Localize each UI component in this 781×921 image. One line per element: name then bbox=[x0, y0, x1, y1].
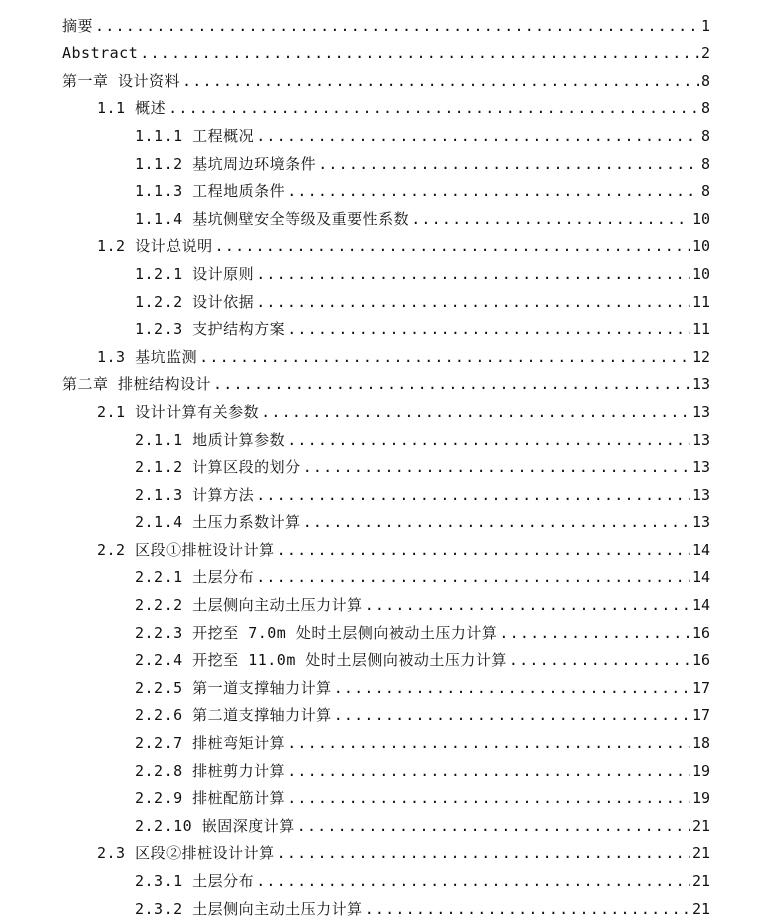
toc-entry-title: 1.1.2 基坑周边环境条件 bbox=[135, 154, 317, 173]
dot-leader bbox=[140, 45, 699, 62]
toc-entry[interactable] bbox=[0, 176, 781, 204]
toc-entry-title: 2.2.7 排桩弯矩计算 bbox=[135, 734, 286, 753]
dot-leader bbox=[182, 73, 699, 90]
toc-entry-title: 2.3 区段②排桩设计计算 bbox=[97, 844, 275, 863]
toc-entry-title: 2.2.9 排桩配筋计算 bbox=[135, 789, 286, 808]
toc-entry[interactable] bbox=[0, 617, 781, 645]
toc-entry-page-number: 8 bbox=[700, 154, 710, 173]
toc-entry-title: 2.2.5 第一道支撑轴力计算 bbox=[135, 678, 332, 697]
dot-leader bbox=[256, 294, 690, 311]
dot-leader bbox=[256, 873, 690, 890]
toc-entry[interactable] bbox=[0, 479, 781, 507]
toc-entry-page-number: 14 bbox=[691, 568, 710, 587]
toc-entry-title: 2.2.4 开挖至 11.0m 处时土层侧向被动土压力计算 bbox=[135, 651, 507, 670]
toc-entry[interactable] bbox=[0, 534, 781, 562]
toc-entry[interactable] bbox=[0, 341, 781, 369]
dot-leader bbox=[277, 542, 690, 559]
toc-entry-page-number: 19 bbox=[691, 789, 710, 808]
toc-entry[interactable] bbox=[0, 231, 781, 259]
toc-entry-page-number: 13 bbox=[691, 485, 710, 504]
toc-entry[interactable] bbox=[0, 727, 781, 755]
dot-leader bbox=[303, 514, 690, 531]
dot-leader bbox=[95, 18, 699, 35]
dot-leader bbox=[256, 266, 690, 283]
toc-entry-title: 1.1.3 工程地质条件 bbox=[135, 182, 286, 201]
dot-leader bbox=[297, 818, 690, 835]
dot-leader bbox=[303, 459, 690, 476]
dot-leader bbox=[334, 680, 690, 697]
dot-leader bbox=[261, 404, 690, 421]
toc-entry-page-number: 16 bbox=[691, 651, 710, 670]
toc-entry[interactable] bbox=[0, 314, 781, 342]
toc-entry[interactable] bbox=[0, 838, 781, 866]
toc-entry-title: 2.2.2 土层侧向主动土压力计算 bbox=[135, 596, 363, 615]
toc-entry[interactable] bbox=[0, 148, 781, 176]
dot-leader bbox=[509, 652, 690, 669]
toc-entry-page-number: 11 bbox=[691, 320, 710, 339]
toc-entry-page-number: 18 bbox=[691, 734, 710, 753]
toc-entry-page-number: 14 bbox=[691, 540, 710, 559]
toc-entry[interactable] bbox=[0, 65, 781, 93]
toc-entry[interactable] bbox=[0, 645, 781, 673]
toc-entry-title: 1.1 概述 bbox=[97, 99, 167, 118]
toc-entry-page-number: 16 bbox=[691, 623, 710, 642]
toc-entry-page-number: 13 bbox=[691, 458, 710, 477]
toc-entry[interactable] bbox=[0, 672, 781, 700]
toc-entry[interactable] bbox=[0, 286, 781, 314]
toc-entry-title: 2.2.8 排桩剪力计算 bbox=[135, 761, 286, 780]
toc-entry-page-number: 17 bbox=[691, 678, 710, 697]
toc-entry-page-number: 21 bbox=[691, 844, 710, 863]
toc-entry-page-number: 12 bbox=[691, 347, 710, 366]
dot-leader bbox=[168, 100, 699, 117]
toc-entry-page-number: 2 bbox=[700, 44, 710, 63]
toc-entry-title: 2.1.1 地质计算参数 bbox=[135, 430, 286, 449]
toc-entry-title: 1.1.1 工程概况 bbox=[135, 126, 255, 145]
dot-leader bbox=[287, 735, 690, 752]
toc-entry-title: 1.1.4 基坑侧壁安全等级及重要性系数 bbox=[135, 209, 410, 228]
dot-leader bbox=[287, 763, 690, 780]
toc-entry-title: 1.2 设计总说明 bbox=[97, 237, 213, 256]
toc-entry-page-number: 13 bbox=[691, 375, 710, 394]
toc-entry[interactable] bbox=[0, 783, 781, 811]
dot-leader bbox=[287, 321, 690, 338]
toc-entry-title: 2.1.4 土压力系数计算 bbox=[135, 513, 301, 532]
dot-leader bbox=[411, 211, 690, 228]
toc-entry[interactable] bbox=[0, 562, 781, 590]
toc-entry[interactable] bbox=[0, 258, 781, 286]
toc-entry-title: 2.2 区段①排桩设计计算 bbox=[97, 540, 275, 559]
toc-entry[interactable] bbox=[0, 700, 781, 728]
toc-entry-title: 1.2.2 设计依据 bbox=[135, 292, 255, 311]
toc-entry-title: 2.3.2 土层侧向主动土压力计算 bbox=[135, 899, 363, 918]
toc-entry-page-number: 10 bbox=[691, 209, 710, 228]
toc-entry[interactable] bbox=[0, 755, 781, 783]
dot-leader bbox=[256, 487, 690, 504]
toc-entry-page-number: 8 bbox=[700, 71, 710, 90]
toc-entry-page-number: 17 bbox=[691, 706, 710, 725]
toc-entry[interactable] bbox=[0, 93, 781, 121]
toc-entry-page-number: 21 bbox=[691, 816, 710, 835]
dot-leader bbox=[499, 625, 690, 642]
dot-leader bbox=[215, 238, 690, 255]
toc-entry-title: 1.3 基坑监测 bbox=[97, 347, 198, 366]
toc-entry-title: Abstract bbox=[62, 44, 139, 63]
toc-entry[interactable] bbox=[0, 10, 781, 38]
dot-leader bbox=[213, 376, 690, 393]
dot-leader bbox=[256, 128, 699, 145]
dot-leader bbox=[277, 845, 690, 862]
dot-leader bbox=[287, 790, 690, 807]
toc-entry[interactable] bbox=[0, 38, 781, 66]
dot-leader bbox=[334, 707, 690, 724]
toc-entry[interactable] bbox=[0, 203, 781, 231]
toc-entry[interactable] bbox=[0, 369, 781, 397]
toc-entry-title: 第二章 排桩结构设计 bbox=[62, 375, 212, 394]
toc-entry-page-number: 13 bbox=[691, 430, 710, 449]
toc-entry-title: 2.3.1 土层分布 bbox=[135, 872, 255, 890]
toc-entry-title: 2.2.3 开挖至 7.0m 处时土层侧向被动土压力计算 bbox=[135, 623, 498, 642]
toc-entry[interactable] bbox=[0, 452, 781, 480]
toc-entry-page-number: 21 bbox=[691, 872, 710, 890]
table-of-contents bbox=[0, 10, 781, 921]
toc-entry-title: 1.2.1 设计原则 bbox=[135, 264, 255, 283]
toc-entry-page-number: 10 bbox=[691, 237, 710, 256]
toc-entry[interactable] bbox=[0, 120, 781, 148]
toc-entry[interactable] bbox=[0, 589, 781, 617]
toc-entry-title: 2.2.1 土层分布 bbox=[135, 568, 255, 587]
dot-leader bbox=[318, 156, 699, 173]
dot-leader bbox=[256, 569, 690, 586]
dot-leader bbox=[199, 349, 690, 366]
dot-leader bbox=[365, 597, 690, 614]
toc-entry-title: 2.1 设计计算有关参数 bbox=[97, 402, 260, 421]
toc-entry-title: 摘要 bbox=[62, 16, 94, 35]
toc-entry-title: 2.2.6 第二道支撑轴力计算 bbox=[135, 706, 332, 725]
toc-entry[interactable] bbox=[0, 396, 781, 424]
toc-entry[interactable] bbox=[0, 507, 781, 535]
toc-entry[interactable] bbox=[0, 865, 781, 893]
toc-entry-title: 1.2.3 支护结构方案 bbox=[135, 320, 286, 339]
toc-entry-page-number: 10 bbox=[691, 264, 710, 283]
toc-entry-page-number: 21 bbox=[691, 899, 710, 918]
toc-entry[interactable] bbox=[0, 893, 781, 921]
dot-leader bbox=[365, 901, 690, 918]
toc-entry-title: 2.1.2 计算区段的划分 bbox=[135, 458, 301, 477]
toc-entry-page-number: 8 bbox=[700, 182, 710, 201]
toc-entry-page-number: 8 bbox=[700, 126, 710, 145]
toc-entry-page-number: 14 bbox=[691, 596, 710, 615]
toc-entry-title: 2.2.10 嵌固深度计算 bbox=[135, 816, 295, 835]
toc-entry-page-number: 1 bbox=[700, 16, 710, 35]
dot-leader bbox=[287, 432, 690, 449]
toc-entry-page-number: 13 bbox=[691, 402, 710, 421]
toc-entry-page-number: 13 bbox=[691, 513, 710, 532]
toc-entry-title: 2.1.3 计算方法 bbox=[135, 485, 255, 504]
toc-entry[interactable] bbox=[0, 810, 781, 838]
toc-entry[interactable] bbox=[0, 424, 781, 452]
toc-entry-title: 第一章 设计资料 bbox=[62, 71, 181, 90]
toc-entry-page-number: 8 bbox=[700, 99, 710, 118]
dot-leader bbox=[287, 183, 699, 200]
toc-entry-page-number: 19 bbox=[691, 761, 710, 780]
toc-entry-page-number: 11 bbox=[691, 292, 710, 311]
